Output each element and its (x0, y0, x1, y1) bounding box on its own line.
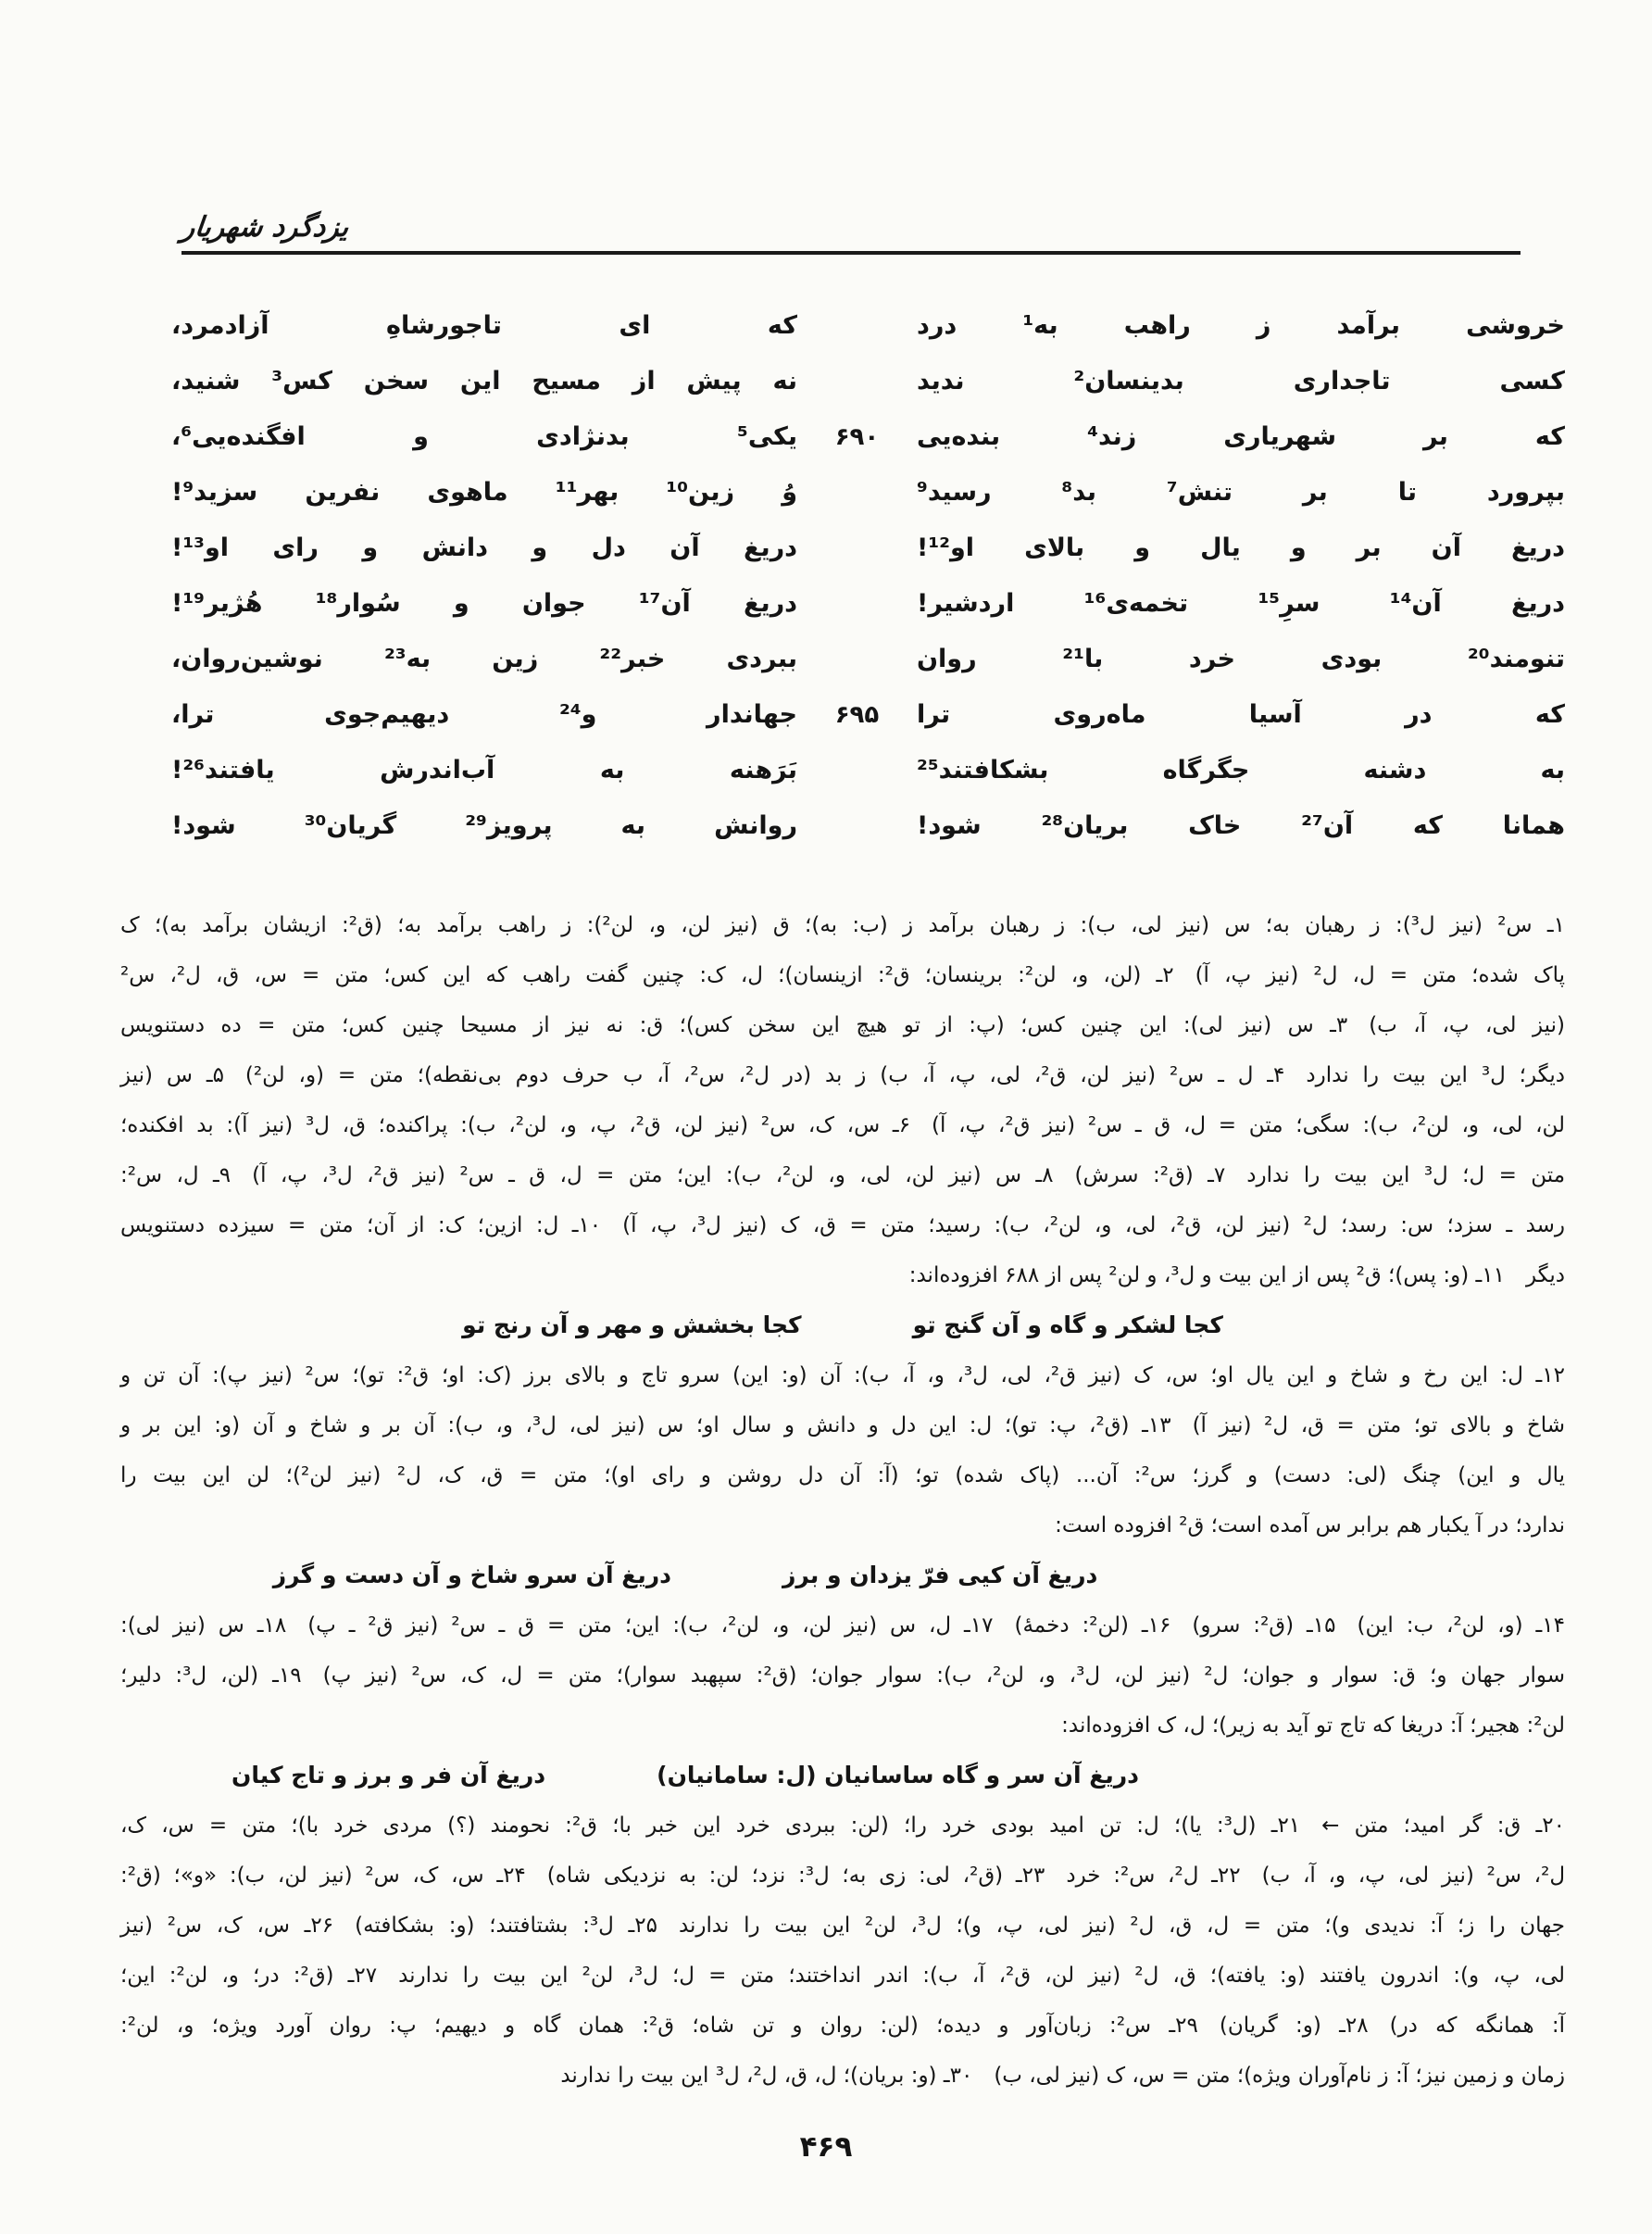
apparatus-line: یال و این) چنگ (لی: دست) و گرز؛ س²: آن... (پاک شده) تو؛ (آ: آن دل روشن و رای او)؛ متن = ق، ک، ل² (نیز لن²)؛ لن این بیت را (120, 1463, 1565, 1487)
couplet-row (171, 743, 1565, 798)
second-hemistich: نه پیش از مسیح این سخن کس³ شنید، (171, 367, 797, 395)
verse-number: ۶۹۰ (834, 423, 880, 451)
apparatus-variant-verse (120, 1300, 1565, 1350)
first-hemistich: دریغ آن بر و یال و بالای او¹²! (917, 533, 1565, 562)
couplet-row (171, 409, 1565, 465)
apparatus-line: ۱۴ـ (و، لن²، ب: این) ۱۵ـ (ق²: سرو) ۱۶ـ (لن²: دخمهٔ) ۱۷ـ ل، س (نیز لن، و، لن²، ب): این؛ متن = ق ـ س² (نیز ق² ـ پ) ۱۸ـ س (نیز لی): (120, 1613, 1565, 1638)
first-hemistich: همانا که آن²⁷ خاک بریان²⁸ شود! (917, 811, 1565, 840)
apparatus-line: ۱۲ـ ل: این رخ و شاخ و این یال او؛ س، ک (نیز ق²، لی، ل³، و، آ، ب): آن (و: این) سرو تاج و بالای برز (ک: او؛ ق²: تو)؛ س² (نیز پ): آن تن و (120, 1363, 1566, 1387)
apparatus-line: دیگر ۱۱ـ (و: پس)؛ ق² پس از این بیت و ل³، و لن² پس از ۶۸۸ افزوده‌اند: (908, 1263, 1565, 1287)
apparatus-line: لن، لی، و، لن²، ب): سگی؛ متن = ل، ق ـ س² (نیز ق²، پ، آ) ۶ـ س، ک، س² (نیز لن، ق²، پ، و، لن²، ب): پراکنده؛ ق، ل³ (نیز آ): بد افکنده؛ (120, 1113, 1566, 1137)
couplet-row (171, 465, 1565, 521)
first-hemistich: کسی تاجداری بدینسان² ندید (917, 367, 1565, 395)
second-hemistich: وُ زین¹⁰ بهر¹¹ ماهوی نفرین سزید⁹! (171, 478, 797, 507)
apparatus-line: پاک شده؛ متن = ل، ل² (نیز پ، آ) ۲ـ (لن، و، لن²: برینسان؛ ق²: ازینسان)؛ ل، ک: چنین گفت راهب که این کس؛ متن = س، ق، ل²، س² (120, 963, 1566, 987)
second-hemistich: دریغ آن¹⁷ جوان و سُوار¹⁸ هُژیر¹⁹! (171, 589, 797, 618)
apparatus-line: ۱ـ س² (نیز ل³): ز رهبان به؛ س (نیز لی، ب): ز رهبان برآمد ز (ب: به)؛ ق (نیز لن، و، لن²): ز راهب برآمد به؛ (ق²: ازیشان برآمد به)؛ ک (120, 913, 1565, 937)
variant-first-hemistich: کجا لشکر و گاه و آن گنج تو (912, 1312, 1223, 1338)
apparatus-line: دیگر؛ ل³ این بیت را ندارد ۴ـ ل ـ س² (نیز لن، ق²، لی، پ، آ، ب) ز بد (در ل²، س²، آ، ب حرف دوم بی‌نقطه)؛ متن = (و، لن²) ۵ـ س (نیز (120, 1063, 1565, 1087)
variant-first-hemistich: دریغ آن کیی فرّ یزدان و برز (782, 1562, 1098, 1588)
apparatus-line: سوار جهان و؛ ق: سوار و جوان؛ ل² (نیز لن، ل³، و، لن²، ب): سوار جوان؛ (ق²: سپهبد سوار)؛ متن = ل، ک، س² (نیز پ) ۱۹ـ (لن، ل³: دلیر؛ (120, 1663, 1566, 1688)
variant-second-hemistich: کجا بخشش و مهر و آن رنج تو (462, 1312, 802, 1338)
couplet-row (171, 354, 1565, 409)
couplet-row (171, 632, 1565, 687)
poem-block (171, 298, 1565, 854)
second-hemistich: یکی⁵ بدنژادی و افگنده‌یی⁶، (171, 422, 797, 451)
apparatus-line: متن = ل؛ ل³ این بیت را ندارد ۷ـ (ق²: سرش) ۸ـ س (نیز لن، لی، و، لن²، ب): این؛ متن = ل، ق ـ س² (نیز ق²، ل³، پ، آ) ۹ـ ل، س²: (120, 1163, 1566, 1187)
first-hemistich: به دشنه جگرگاه بشکافتند²⁵ (917, 756, 1565, 784)
variant-second-hemistich: دریغ آن فر و برز و تاج کیان (232, 1762, 546, 1788)
apparatus-line: (نیز لی، پ، آ، ب) ۳ـ س (نیز لی): این چنین کس؛ (پ: از تو هیچ این سخن کس)؛ ق: نه نیز از مسیحا چنین کس؛ متن = ده دستنویس (120, 1013, 1565, 1037)
apparatus-line: جهان را ز؛ آ: ندیدی و)؛ متن = ل، ق، ل² (نیز لی، پ، و)؛ ل³، لن² این بیت را ندارند ۲۵ـ ل³: بشتافتند؛ (و: بشکافته) ۲۶ـ س، ک، س² (نیز (120, 1914, 1565, 1938)
first-hemistich: خروشی برآمد ز راهب به¹ درد (917, 311, 1565, 340)
apparatus-line: لی، پ، و): اندرون یافتند (و: یافته)؛ ق، ل² (نیز لن، ق²، آ، ب): اندر انداختند؛ متن = ل؛ ل³، لن² این بیت را ندارند ۲۷ـ (ق²: در؛ و، لن²: این؛ (120, 1964, 1565, 1988)
apparatus-line: آ: همانگه که در) ۲۸ـ (و: گریان) ۲۹ـ س²: زبان‌آور و دیده؛ (لن: روان و تن شاه؛ ق²: همان گاه و دیهیم؛ پ: روان آورد ویژه؛ و، لن²: (120, 2014, 1566, 2038)
first-hemistich: که بر شهریاری زند⁴ بنده‌یی (917, 422, 1565, 451)
critical-apparatus (120, 900, 1565, 2101)
apparatus-variant-verse (0, 1751, 1408, 1801)
first-hemistich: بپرورد تا بر تنش⁷ بد⁸ رسید⁹ (917, 478, 1565, 507)
page-header (181, 211, 1521, 255)
page-number: ۴۶۹ (799, 2130, 853, 2164)
second-hemistich: ببردی خبر²² زین به²³ نوشین‌روان، (171, 645, 797, 673)
header-title: یزدگرد شهریار (180, 211, 351, 244)
apparatus-variant-verse (0, 1550, 1408, 1600)
first-hemistich: تنومند²⁰ بودی خرد با²¹ روان (917, 645, 1565, 673)
apparatus-line: شاخ و بالای تو؛ متن = ق، ل² (نیز آ) ۱۳ـ (ق²، پ: تو)؛ ل: این دل و دانش و سال او؛ س (نیز لی، ل³، و، ب): آن بر و شاخ و آن (و: این بر و (120, 1413, 1565, 1437)
variant-first-hemistich: دریغ آن سر و گاه ساسانیان (ل: سامانیان) (657, 1762, 1139, 1788)
second-hemistich: که ای تاجورشاهِ آزادمرد، (171, 311, 797, 340)
first-hemistich: که در آسیا ماه‌روی ترا (917, 700, 1565, 729)
variant-second-hemistich: دریغ آن سرو شاخ و آن دست و گرز (272, 1562, 671, 1588)
couplet-row (171, 798, 1565, 854)
verse-number: ۶۹۵ (834, 701, 880, 729)
apparatus-line: رسد ـ سزد؛ س: رسد؛ ل² (نیز لن، ق²، لی، و، لن²، ب): رسید؛ متن = ق، ک (نیز ل³، پ، آ) ۱۰ـ ل: ازین؛ ک: از آن؛ متن = سیزده دستنویس (120, 1213, 1566, 1237)
second-hemistich: بَرَهنه به آب‌اندرش یافتند²⁶! (171, 756, 797, 784)
apparatus-line: زمان و زمین نیز؛ آ: ز نام‌آوران ویژه)؛ متن = س، ک (نیز لی، ب) ۳۰ـ (و: بریان)؛ ل، ق، ل²، ل³ این بیت را ندارند (560, 2064, 1565, 2088)
couplet-row (171, 687, 1565, 743)
apparatus-line: ل²، س² (نیز لی، پ، و، آ، ب) ۲۲ـ ل²، س²: خرد ۲۳ـ (ق²، لی: زی به؛ ل³: نزد؛ لن: به نزدیکی شاه) ۲۴ـ س، ک، س² (نیز لن، ب): «و»؛ (ق²: (120, 1864, 1566, 1888)
second-hemistich: دریغ آن دل و دانش و رای او¹³! (171, 533, 797, 562)
couplet-row (171, 576, 1565, 632)
first-hemistich: دریغ آن¹⁴ سرِ¹⁵ تخمه‌ی¹⁶ اردشیر! (917, 589, 1565, 618)
second-hemistich: جهاندار و²⁴ دیهیم‌جوی ترا، (171, 700, 797, 729)
couplet-row (171, 298, 1565, 354)
couplet-row (171, 521, 1565, 576)
apparatus-line: ندارد؛ در آ یکبار هم برابر س آمده است؛ ق² افزوده است: (1055, 1513, 1565, 1537)
second-hemistich: روانش به پرویز²⁹ گریان³⁰ شود! (171, 811, 797, 840)
apparatus-line: لن²: هجیر؛ آ: دریغا که تاج تو آید به زیر)؛ ل، ک افزوده‌اند: (1061, 1713, 1565, 1738)
apparatus-line: ۲۰ـ ق: گر امید؛ متن ← ۲۱ـ (ل³: یا)؛ ل: تن امید بودی خرد را؛ (لن: ببردی خرد این خبر با؛ ق²: نحومند (؟) مردی خرد با)؛ متن = س، ک، (120, 1814, 1565, 1838)
